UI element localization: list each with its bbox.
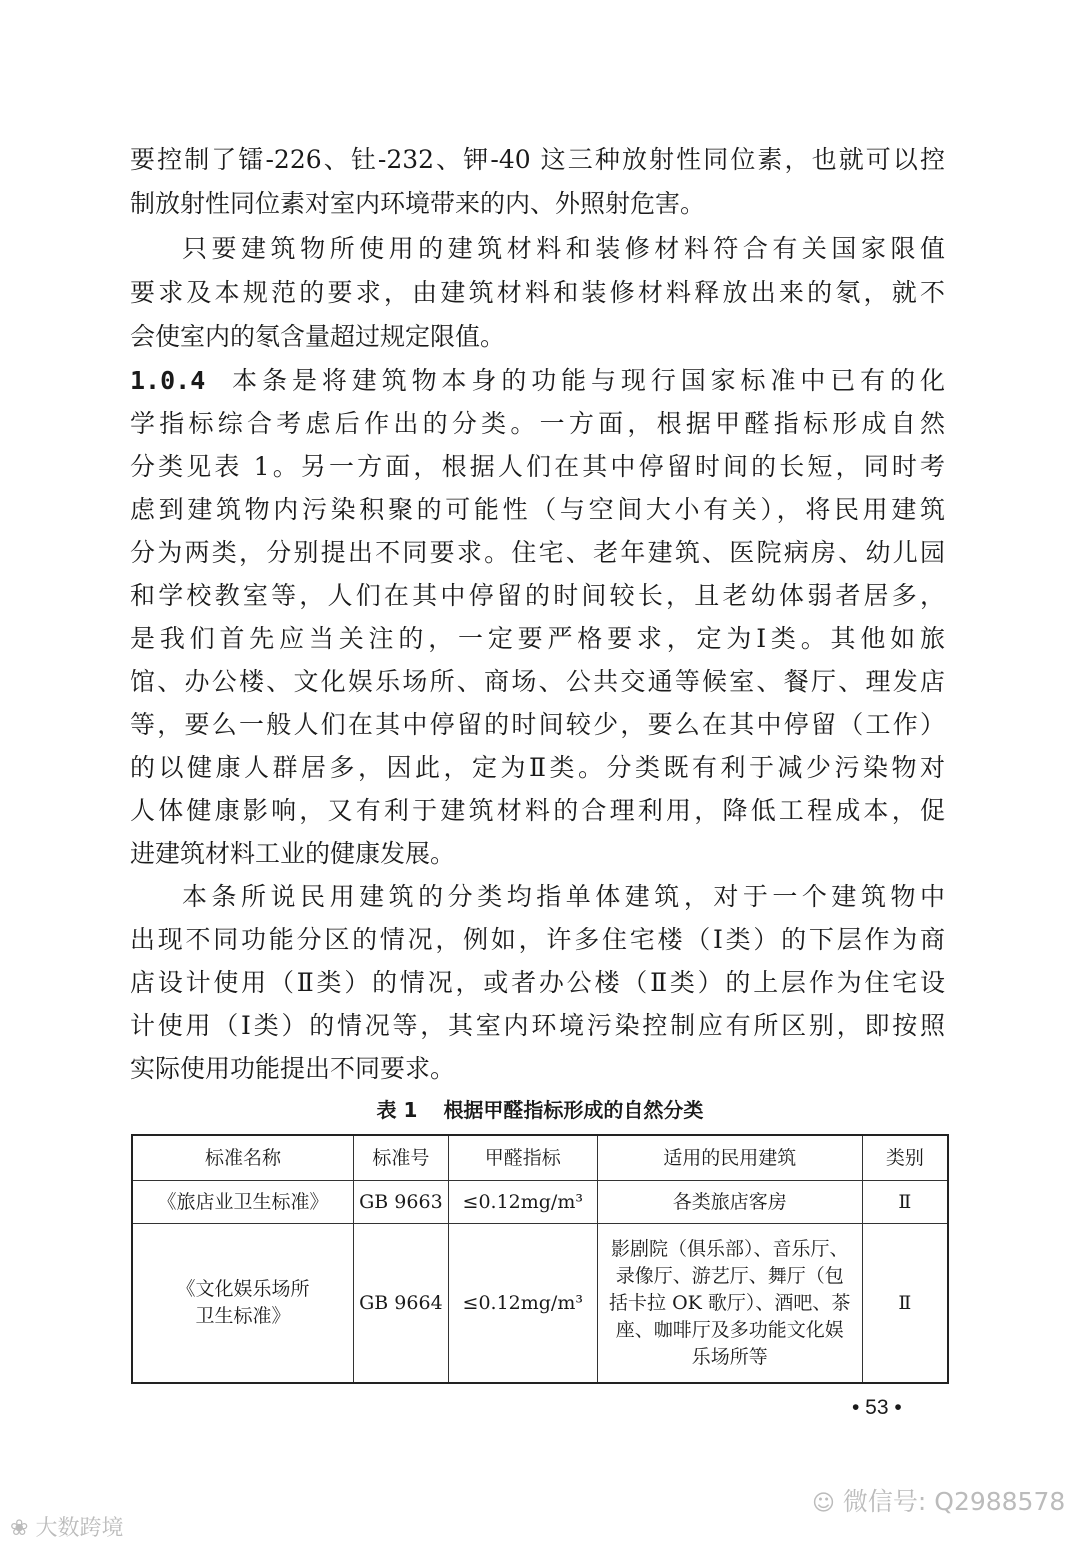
- text-line: 会使室内的氡含量超过规定限值。: [130, 322, 506, 351]
- cell-applicable-buildings: 影剧院（俱乐部）、音乐厅、录像厅、游艺厅、舞厅（包括卡拉 OK 歌厅）、酒吧、茶座、咖啡厅及多功能文化娱乐场所等: [597, 1224, 862, 1384]
- cell-formaldehyde-limit: ≤0.12mg/m³: [448, 1181, 597, 1224]
- table-row: [132, 1181, 948, 1224]
- table-row: [132, 1224, 948, 1384]
- text-line: 馆、办公楼、文化娱乐场所、商场、公共交通等候室、餐厅、理发店: [130, 667, 945, 696]
- text-line: 是我们首先应当关注的，一定要严格要求，定为Ⅰ类。其他如旅: [130, 624, 945, 653]
- text-line: 要控制了镭-226、钍-232、钾-40 这三种放射性同位素，也就可以控: [130, 145, 945, 174]
- text-line: 只要建筑物所使用的建筑材料和装修材料符合有关国家限值: [182, 234, 945, 263]
- classification-table: [131, 1134, 949, 1384]
- cell-standard-code: GB 9663: [354, 1181, 449, 1224]
- text-line: 人体健康影响，又有利于建筑材料的合理利用，降低工程成本，促: [130, 796, 945, 825]
- text-line: 出现不同功能分区的情况，例如，许多住宅楼（Ⅰ类）的下层作为商: [130, 925, 945, 954]
- text-line: 本条是将建筑物本身的功能与现行国家标准中已有的化: [227, 366, 945, 395]
- text-line: 和学校教室等，人们在其中停留的时间较长，且老幼体弱者居多，: [130, 581, 945, 610]
- text-line: 计使用（Ⅰ类）的情况等，其室内环境污染控制应有所区别，即按照: [130, 1011, 945, 1040]
- text-line: 要求及本规范的要求，由建筑材料和装修材料释放出来的氡，就不: [130, 278, 945, 307]
- cell-class: Ⅱ: [862, 1224, 948, 1384]
- cell-class: Ⅱ: [862, 1181, 948, 1224]
- cell-applicable-buildings: 各类旅店客房: [597, 1181, 862, 1224]
- text-line: 分类见表 1。另一方面，根据人们在其中停留时间的长短，同时考: [130, 452, 945, 481]
- cell-standard-name: 《旅店业卫生标准》: [132, 1181, 354, 1224]
- text-line-section: [130, 361, 945, 401]
- cell-standard-name: 《文化娱乐场所卫生标准》: [132, 1224, 354, 1384]
- text-line: 的以健康人群居多，因此，定为Ⅱ类。分类既有利于减少污染物对: [130, 753, 945, 782]
- header-applicable-buildings: 适用的民用建筑: [597, 1135, 862, 1181]
- text-line: 虑到建筑物内污染积聚的可能性（与空间大小有关），将民用建筑: [130, 495, 945, 524]
- table-caption: [0, 1094, 1080, 1123]
- text-line: 店设计使用（Ⅱ类）的情况，或者办公楼（Ⅱ类）的上层作为住宅设: [130, 968, 945, 997]
- text-line: 等，要么一般人们在其中停留的时间较少，要么在其中停留（工作）: [130, 710, 945, 739]
- header-class: 类别: [862, 1135, 948, 1181]
- text-line: 实际使用功能提出不同要求。: [130, 1054, 456, 1083]
- page-number: • 53 •: [852, 1396, 902, 1419]
- brand-logo-icon: ❀: [10, 1516, 29, 1541]
- text-line: 本条所说民用建筑的分类均指单体建筑，对于一个建筑物中: [182, 882, 945, 911]
- brand-name: 大数跨境: [35, 1516, 124, 1541]
- wechat-id: 微信号: Q2988578: [842, 1487, 1066, 1516]
- header-formaldehyde-limit: 甲醛指标: [448, 1135, 597, 1181]
- text-line: 进建筑材料工业的健康发展。: [130, 839, 456, 868]
- text-line: 分为两类，分别提出不同要求。住宅、老年建筑、医院病房、幼儿园: [130, 538, 945, 567]
- brand-watermark: [10, 1511, 123, 1542]
- cell-standard-code: GB 9664: [354, 1224, 449, 1384]
- wechat-watermark: [812, 1482, 1065, 1518]
- section-number: 1.0.4: [130, 366, 206, 395]
- wechat-icon: ☺: [812, 1491, 835, 1516]
- table-caption-title: 根据甲醛指标形成的自然分类: [443, 1098, 704, 1122]
- header-standard-name: 标准名称: [132, 1135, 354, 1181]
- text-line: 制放射性同位素对室内环境带来的内、外照射危害。: [130, 189, 706, 218]
- table-caption-number: 表 1: [376, 1098, 418, 1122]
- table-header-row: [132, 1135, 948, 1181]
- cell-formaldehyde-limit: ≤0.12mg/m³: [448, 1224, 597, 1384]
- header-standard-code: 标准号: [354, 1135, 449, 1181]
- text-line: 学指标综合考虑后作出的分类。一方面，根据甲醛指标形成自然: [130, 409, 945, 438]
